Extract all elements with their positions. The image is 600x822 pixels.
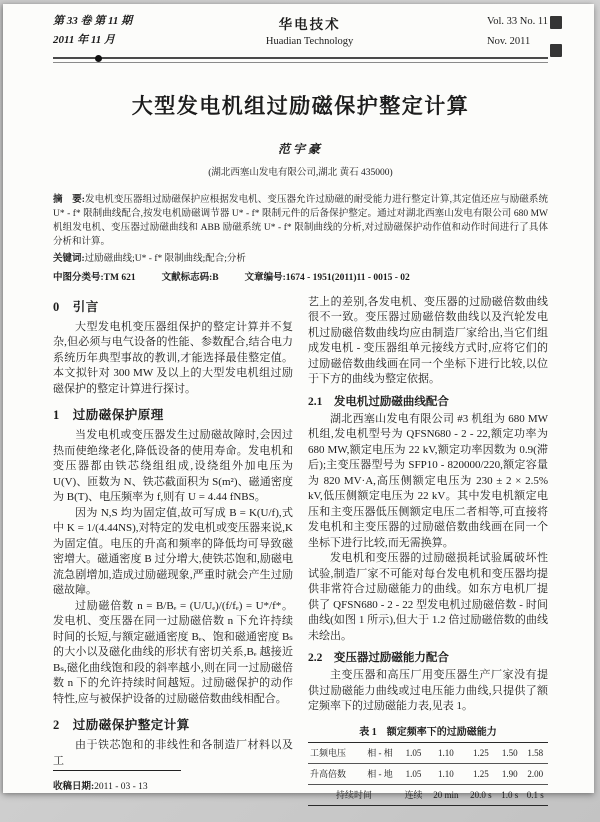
table-cell: 2.00 (522, 763, 548, 784)
table-cell: 1.58 (527, 747, 544, 758)
journal-header (53, 12, 548, 52)
author-name: 范宇豪 (277, 141, 323, 156)
keywords-line (53, 252, 548, 266)
left-column (53, 295, 293, 806)
table-cell-duration-label: 持续时间 (308, 784, 400, 805)
paper-page (3, 4, 594, 801)
scan-artifact-dot (95, 55, 102, 62)
table-cell: 连续 (400, 784, 427, 805)
paragraph: 过励磁倍数 n = B/Bₑ = (U/Uₑ)/(f/fₑ) = U*/f*。发电机、变压器在同一过励磁倍数 n 下允许持续时间的长短,与额定磁通密度 Bₑ、饱和磁通密度 Bₛ 的大小以及磁化曲线的形状有密切关系,Bₑ 越接近 Bₛ,磁化曲线饱和段的斜率越小,则在同一过励磁倍数 n 下的允许持续时间越短。过励磁保护的动作特性,应与被保护设备的过励磁倍数曲线相配合。 (53, 599, 293, 705)
body-columns (53, 295, 548, 806)
table-cell: 1.05 (400, 763, 427, 784)
table1-overexcitation-capability (308, 742, 548, 806)
table-cell: 1.50 (501, 747, 518, 758)
abstract-text: 发电机变压器组过励磁保护应根据发电机、变压器允许过励磁的耐受能力进行整定计算,其定值还应与励磁系统 U* - f* 限制曲线配合,按发电机励磁调节器 U* - f* 限制元件的后备保护整定。通过对湖北西塞山发电有限公司 680 MW 机组发电机、变压器过励磁曲线和 ABB 励磁系统 U* - f* 限制曲线的分析,对过励磁保护动作值和动作时间进行了具体分析和计算。 (53, 194, 548, 247)
issue-info (53, 12, 132, 51)
section-heading-0: 0 引言 (53, 299, 99, 314)
journal-title-en: Huadian Technology (265, 36, 354, 47)
section-heading-1: 1 过励磁保护原理 (53, 408, 164, 423)
issue-date-en: Nov. 2011 (487, 35, 531, 47)
section-heading-2: 2 过励磁保护整定计算 (53, 718, 190, 733)
table-cell: 20 min (427, 784, 465, 805)
paper-title: 大型发电机组过励磁保护整定计算 (131, 93, 470, 118)
paragraph: 主变压器和高压厂用变压器生产厂家没有提供过励磁能力曲线或过电压能力曲线,只提供了额定频率下的过励磁能力表,见表 1。 (308, 669, 548, 713)
keywords-label: 关键词: (53, 253, 85, 264)
table-cell: 1.10 (427, 763, 465, 784)
table-cell-group-label: 升高倍数 (308, 763, 360, 784)
paragraph-continued: 艺上的差别,各发电机、变压器的过励磁倍数曲线很不一致。变压器过励磁倍数曲线以及汽轮发电机过励磁倍数曲线均应由制造厂家给出,当它们组成发电机 - 变压器组单元接线方式时,应将它们的过励磁倍数曲线画在同一个坐标下进行比较,以位于下方的曲线为整定依据。 (308, 295, 548, 386)
paragraph: 由于铁芯饱和的非线性和各制造厂材料以及工 (53, 739, 293, 767)
section-heading-2-1: 2.1 发电机过励磁曲线配合 (308, 395, 449, 408)
journal-title (266, 13, 353, 47)
clc-number: 中图分类号:TM 621 (53, 272, 136, 283)
table-row (308, 784, 548, 805)
table-cell-sub-label: 相 - 地 (360, 763, 400, 784)
journal-title-cn: 华电技术 (278, 17, 341, 32)
keywords-text: 过励磁曲线;U* - f* 限制曲线;配合;分析 (84, 253, 246, 264)
table-cell: 1.90 (497, 763, 522, 784)
classification-line (53, 269, 548, 283)
table-cell: 1.25 (473, 747, 489, 758)
table-row (308, 763, 548, 784)
footnote-rule (53, 770, 181, 771)
table-cell: 1.25 (465, 763, 497, 784)
table-cell: 1.05 (405, 747, 422, 758)
paragraph: 湖北西塞山发电有限公司 #3 机组为 680 MW 机组,发电机型号为 QFSN680 - 2 - 22,额定功率为 680 MW,额定电压为 22 kV,额定功率因数为 0.9(滞后);主变压器型号为 SFP10 - 820000/220,额定容量为 820 MV·A,高压侧额定电压为 230 ± 2 × 2.5% kV,低压侧额定电压为 22 kV。其中发电机额定电压和主变压器低压侧额定电压二者相等,可直接将发电机和主变压器的过励磁倍数曲线画在同一个坐标下进行比较,而无需换算。 (308, 412, 548, 549)
paragraph: 因为 N,S 均为固定值,故可写成 B = K(U/f),式中 K = 1/(4.44NS),对特定的发电机或变压器来说,K 为固定值。电压的升高和频率的降低均可导致磁密增大。磁通密度 B 过分增大,使铁芯饱和,励磁电流急剧增加,造成过励磁现象,严重时就会产生过励磁故障。 (53, 506, 293, 597)
volume-number-en: Vol. 33 No. 11 (487, 16, 548, 27)
received-date-value: 2011 - 03 - 13 (94, 781, 148, 792)
table1-caption: 表 1 额定频率下的过励磁能力 (359, 726, 497, 738)
table-row (308, 742, 548, 763)
issue-volume-line: 第 33 卷 第 11 期 (53, 15, 133, 27)
author-affiliation: (湖北西塞山发电有限公司,湖北 黄石 435000) (208, 167, 393, 178)
scan-artifact-mark (550, 16, 562, 29)
header-rule (53, 57, 548, 63)
table-cell-group-label: 工频电压 (310, 748, 347, 759)
received-date-line (53, 778, 293, 792)
abstract-label: 摘 要: (53, 194, 85, 205)
table-cell: 1.0 s (497, 784, 522, 805)
issue-date-line: 2011 年 11 月 (53, 34, 116, 47)
volume-info-en (487, 12, 548, 52)
scan-artifact-mark (550, 44, 562, 57)
table-cell: 0.1 s (522, 784, 548, 805)
received-date-label: 收稿日期: (53, 781, 95, 792)
table-cell: 20.0 s (465, 784, 497, 805)
section-heading-2-2: 2.2 变压器过励磁能力配合 (308, 652, 449, 665)
abstract-block (53, 193, 548, 249)
table-cell: 1.10 (438, 747, 454, 758)
article-id: 文章编号:1674 - 1951(2011)11 - 0015 - 02 (244, 272, 410, 283)
table-cell-sub-label: 相 - 相 (367, 748, 393, 759)
document-code: 文献标志码:B (161, 272, 219, 283)
paragraph: 当发电机或变压器发生过励磁故障时,会因过热而使绝缘老化,降低设备的使用寿命。发电机和变压器都由铁芯绕组组成,设绕组外加电压为 U(V)、匝数为 N、铁芯截面积为 S(m²)、磁通密度为 B(T)、电压频率为 f,则有 U = 4.44 fNBS。 (53, 429, 293, 504)
paragraph: 发电机和变压器的过励磁损耗试验属破坏性试验,制造厂家不可能对每台发电机和变压器均提供非常符合过励磁能力的曲线。如东方电机厂提供了 QFSN680 - 2 - 22 型发电机过励磁倍数 - 时间曲线(如图 1 所示),但大于 1.2 倍过励磁倍数的曲线未绘出。 (308, 552, 548, 642)
right-column (308, 295, 548, 806)
received-date-block (53, 770, 293, 806)
paragraph: 大型发电机变压器组保护的整定计算并不复杂,但必须与电气设备的性能、参数配合,结合电力系统历年典型事故的教训,才能选择最佳整定值。本文拟针对 300 MW 及以上的大型发电机组过励磁保护的整定计算进行探讨。 (53, 320, 293, 395)
